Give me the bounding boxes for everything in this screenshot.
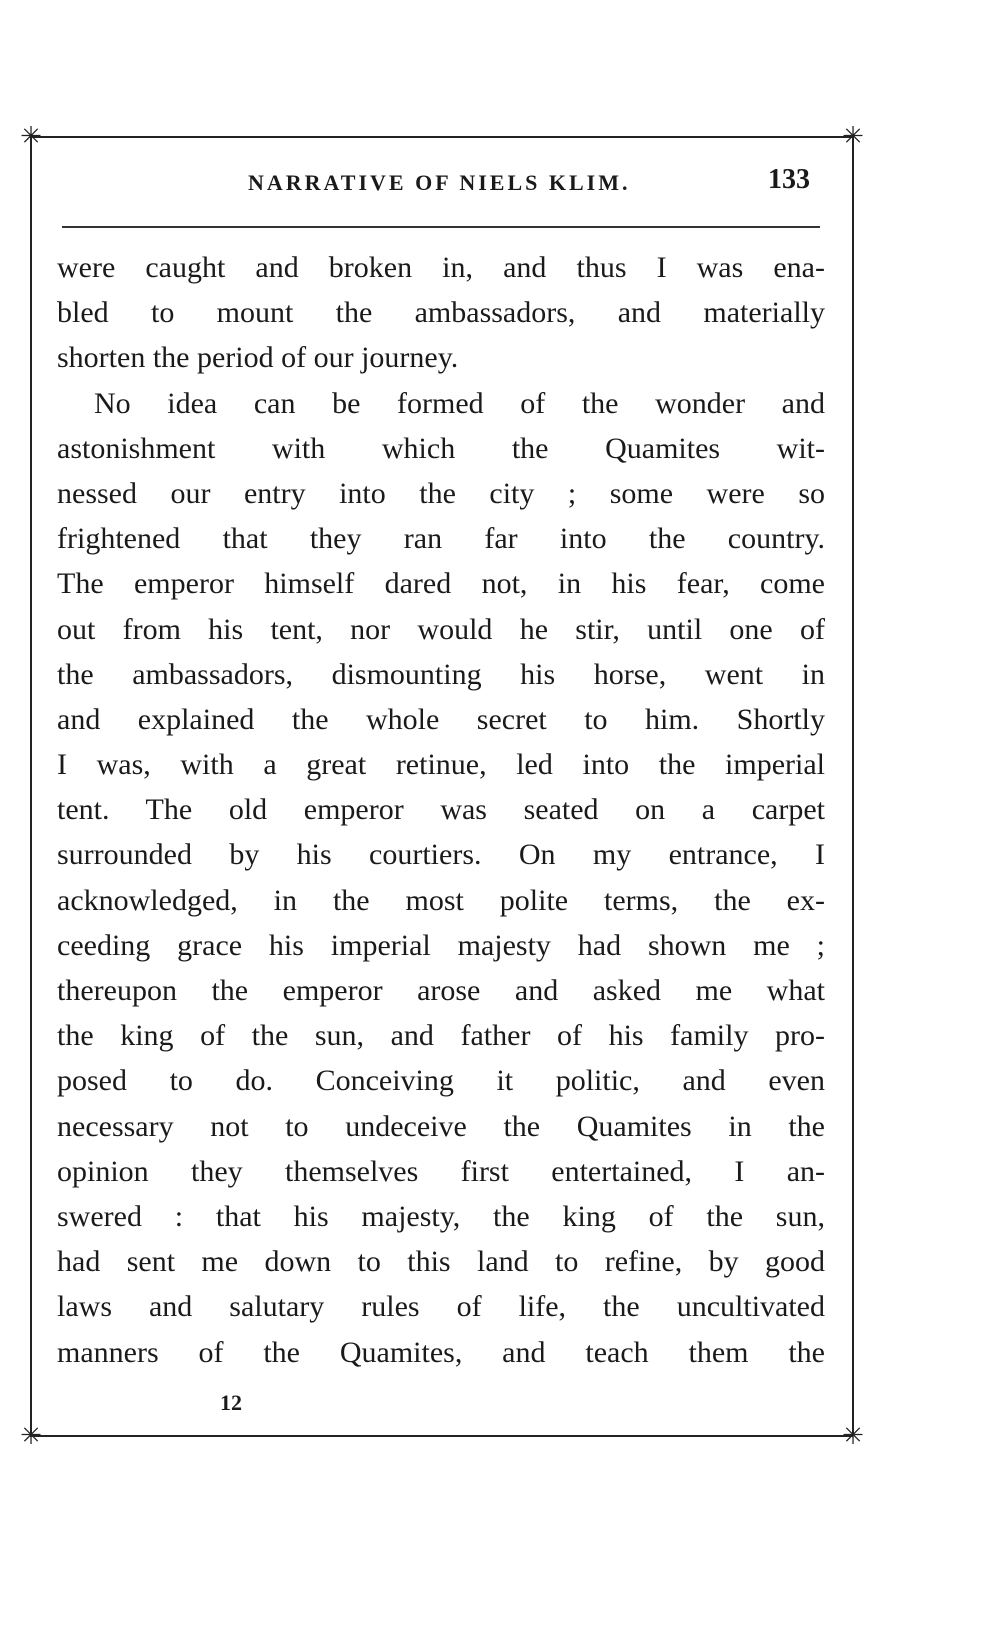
text-line: the king of the sun, and father of his family pro- (57, 1019, 825, 1053)
signature-mark: 12 (220, 1390, 242, 1415)
text-line: I was, with a great retinue, led into the imperial (57, 748, 825, 782)
text-line: The emperor himself dared not, in his fear, come (57, 567, 825, 601)
corner-ornament-icon: ✳ (20, 122, 42, 151)
text-line: laws and salutary rules of life, the uncultivated (57, 1290, 825, 1324)
text-line: posed to do. Conceiving it politic, and even (57, 1064, 825, 1098)
body-text (57, 245, 825, 1375)
text-line: had sent me down to this land to refine, by good (57, 1245, 825, 1279)
border-bottom (30, 1435, 853, 1437)
text-line: thereupon the emperor arose and asked me what (57, 974, 825, 1007)
text-line: manners of the Quamites, and teach them the (57, 1335, 825, 1369)
text-line: shorten the period of our journey. (57, 341, 459, 375)
corner-ornament-icon: ✳ (842, 122, 864, 151)
text-line: necessary not to undeceive the Quamites in the (57, 1109, 825, 1143)
border-top (30, 136, 853, 138)
text-line: nessed our entry into the city ; some were so (57, 476, 825, 510)
text-line: were caught and broken in, and thus I was ena- (57, 251, 825, 284)
text-line: bled to mount the ambassadors, and materially (57, 296, 825, 330)
header-rule (62, 226, 820, 228)
text-line: out from his tent, nor would he stir, until one of (57, 612, 825, 646)
text-line: surrounded by his courtiers. On my entrance, I (57, 838, 825, 872)
text-line: ceeding grace his imperial majesty had shown me ; (57, 928, 825, 962)
text-line: acknowledged, in the most polite terms, the ex- (57, 883, 825, 917)
text-line: frightened that they ran far into the country. (57, 522, 825, 556)
running-head: NARRATIVE OF NIELS KLIM. (248, 170, 631, 195)
text-line: tent. The old emperor was seated on a carpet (57, 793, 825, 827)
border-right (852, 136, 854, 1436)
corner-ornament-icon: ✳ (842, 1421, 864, 1450)
corner-ornament-icon: ✳ (20, 1421, 42, 1450)
text-line: astonishment with which the Quamites wit- (57, 431, 825, 465)
text-line: and explained the whole secret to him. Shortly (57, 702, 825, 736)
page-number: 133 (768, 164, 810, 195)
border-left (30, 136, 32, 1436)
text-line: No idea can be formed of the wonder and (94, 386, 825, 420)
text-line: opinion they themselves first entertained, I an- (57, 1154, 825, 1188)
text-line: the ambassadors, dismounting his horse, went in (57, 657, 825, 691)
text-line: swered : that his majesty, the king of the sun, (57, 1199, 825, 1233)
